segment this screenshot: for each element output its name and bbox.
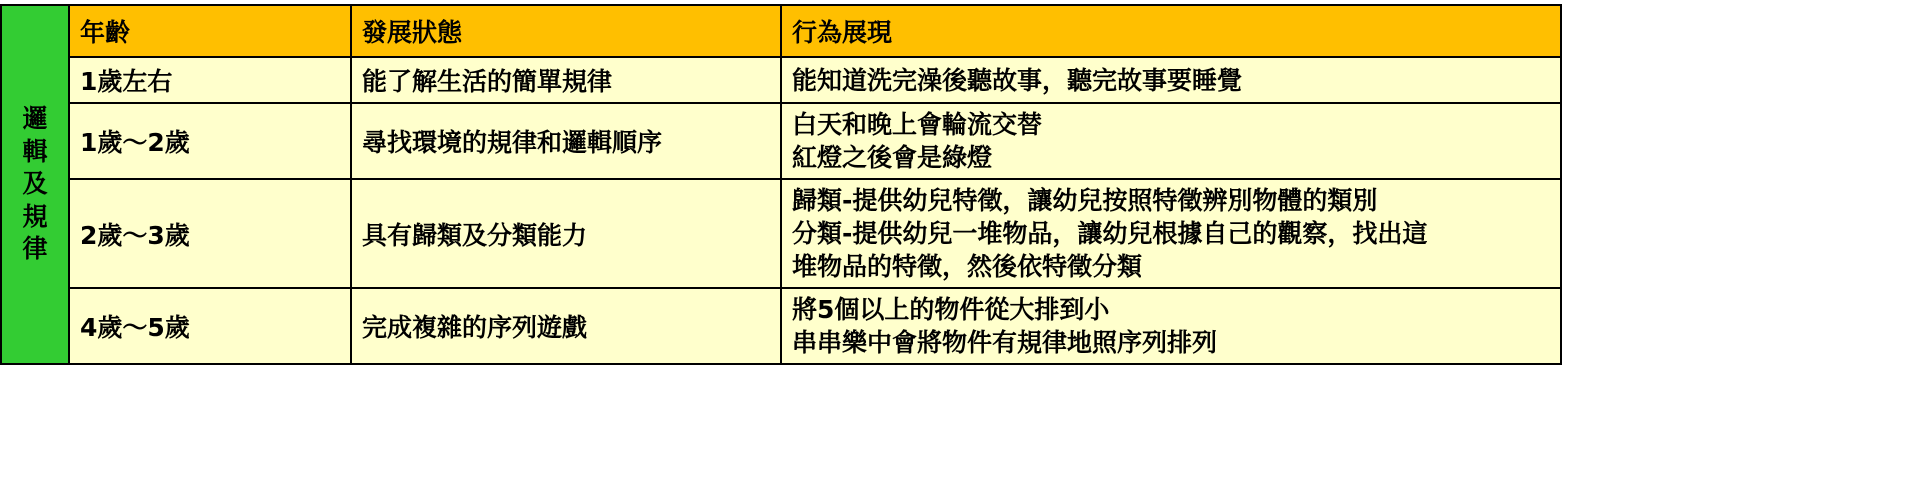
category-char-1: 邏 [22,104,48,134]
behavior-line: 分類-提供幼兒一堆物品，讓幼兒根據自己的觀察，找出這 [792,219,1428,248]
column-header-behavior: 行為展現 [781,5,1561,57]
cell-behavior-row4 [781,288,1561,364]
category-char-3: 及 [22,169,48,199]
cell-age-row1: 1歲左右 [69,57,351,103]
cell-behavior-row1 [781,57,1561,103]
cell-behavior-row3 [781,179,1561,288]
behavior-line: 歸類-提供幼兒特徵，讓幼兒按照特徵辨別物體的類別 [792,186,1378,215]
cell-age-row2: 1歲～2歲 [69,103,351,179]
behavior-line: 將5個以上的物件從大排到小 [792,295,1110,324]
behavior-line: 串串樂中會將物件有規律地照序列排列 [792,328,1218,357]
category-char-2: 輯 [22,136,48,166]
behavior-line: 能知道洗完澡後聽故事，聽完故事要睡覺 [792,65,1243,95]
cell-age-row4: 4歲～5歲 [69,288,351,364]
cell-age-row3: 2歲～3歲 [69,179,351,288]
developmental-milestones-table [0,4,1562,365]
table-row [1,288,1561,364]
cell-state-row1: 能了解生活的簡單規律 [351,57,781,103]
category-char-5: 律 [22,234,48,264]
behavior-line: 紅燈之後會是綠燈 [792,143,993,172]
cell-state-row3: 具有歸類及分類能力 [351,179,781,288]
column-header-development-state: 發展狀態 [351,5,781,57]
table-row [1,103,1561,179]
cell-state-row4: 完成複雜的序列遊戲 [351,288,781,364]
category-cell-logic-and-rules [1,5,69,364]
table-row [1,179,1561,288]
column-header-age: 年齡 [69,5,351,57]
behavior-line: 堆物品的特徵，然後依特徵分類 [792,252,1143,281]
developmental-milestones-table-wrapper [0,4,1560,365]
category-char-4: 規 [22,201,48,231]
cell-state-row2: 尋找環境的規律和邏輯順序 [351,103,781,179]
cell-behavior-row2 [781,103,1561,179]
table-row [1,57,1561,103]
table-header-row [1,5,1561,57]
behavior-line: 白天和晚上會輪流交替 [792,110,1043,139]
